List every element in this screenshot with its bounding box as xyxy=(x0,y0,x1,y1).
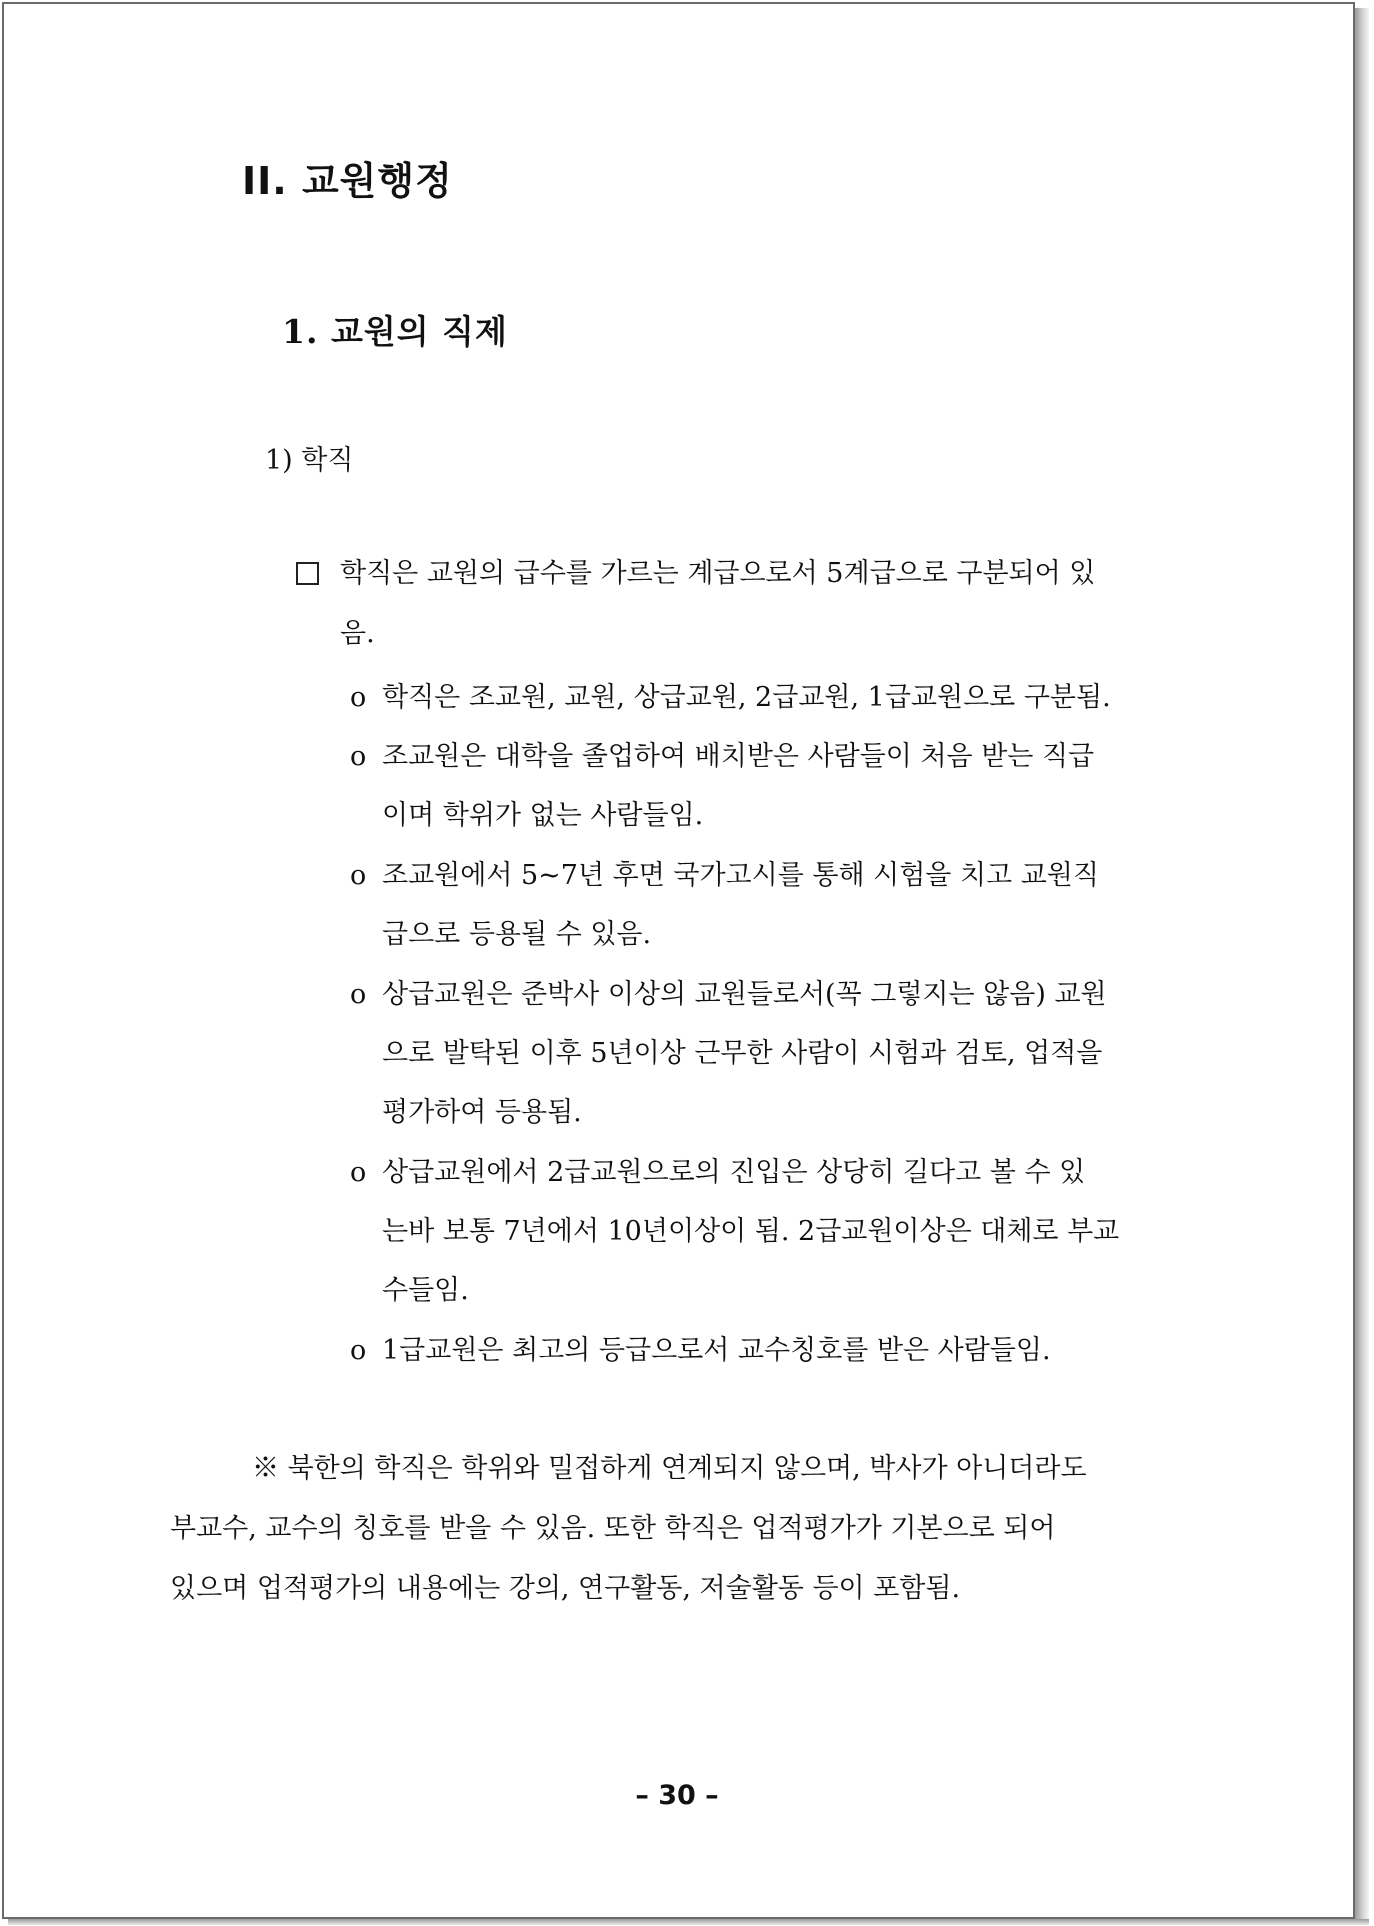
page-frame xyxy=(2,2,1355,1919)
bullet-marker: o xyxy=(350,1157,367,1188)
bullet-marker: o xyxy=(350,860,367,891)
bullet-marker: o xyxy=(350,979,367,1010)
bullet-line: 수들임. xyxy=(382,1275,469,1306)
page-shadow-right xyxy=(1355,8,1369,1923)
bullet-marker: o xyxy=(350,1335,367,1366)
box-item-line-1: 학직은 교원의 급수를 가르는 계급으로서 5계급으로 구분되어 있 xyxy=(340,558,1096,589)
note-line: ※ 북한의 학직은 학위와 밀접하게 연계되지 않으며, 박사가 아니더라도 xyxy=(252,1453,1087,1484)
page-number: – 30 – xyxy=(635,1780,719,1811)
bullet-line: 는바 보통 7년에서 10년이상이 됨. 2급교원이상은 대체로 부교 xyxy=(382,1216,1120,1247)
bullet-line: 이며 학위가 없는 사람들임. xyxy=(382,800,704,831)
bullet-marker: o xyxy=(350,682,367,713)
bullet-marker: o xyxy=(350,741,367,772)
chapter-title: II. 교원행정 xyxy=(242,159,453,203)
bullet-line: 으로 발탁된 이후 5년이상 근무한 사람이 시험과 검토, 업적을 xyxy=(382,1038,1103,1069)
bullet-line: 상급교원에서 2급교원으로의 진입은 상당히 길다고 볼 수 있 xyxy=(382,1157,1086,1188)
box-item-line-2: 음. xyxy=(340,618,375,649)
note-line: 부교수, 교수의 칭호를 받을 수 있음. 또한 학직은 업적평가가 기본으로 되어 xyxy=(170,1513,1056,1544)
bullet-line: 조교원은 대학을 졸업하여 배치받은 사람들이 처음 받는 직급 xyxy=(382,741,1095,772)
bullet-line: 평가하여 등용됨. xyxy=(382,1097,582,1128)
bullet-line: 급으로 등용될 수 있음. xyxy=(382,919,652,950)
note-line: 있으며 업적평가의 내용에는 강의, 연구활동, 저술활동 등이 포함됨. xyxy=(170,1573,961,1604)
section-title: 1. 교원의 직제 xyxy=(282,312,508,351)
page-shadow-bottom xyxy=(8,1919,1369,1925)
bullet-line: 학직은 조교원, 교원, 상급교원, 2급교원, 1급교원으로 구분됨. xyxy=(382,682,1111,713)
bullet-line: 1급교원은 최고의 등급으로서 교수칭호를 받은 사람들임. xyxy=(382,1335,1051,1366)
bullet-line: 조교원에서 5~7년 후면 국가고시를 통해 시험을 치고 교원직 xyxy=(382,860,1099,891)
bullet-line: 상급교원은 준박사 이상의 교원들로서(꼭 그렇지는 않음) 교원 xyxy=(382,979,1107,1010)
subsection-title: 1) 학직 xyxy=(265,445,354,476)
checkbox-square-icon xyxy=(296,562,319,585)
